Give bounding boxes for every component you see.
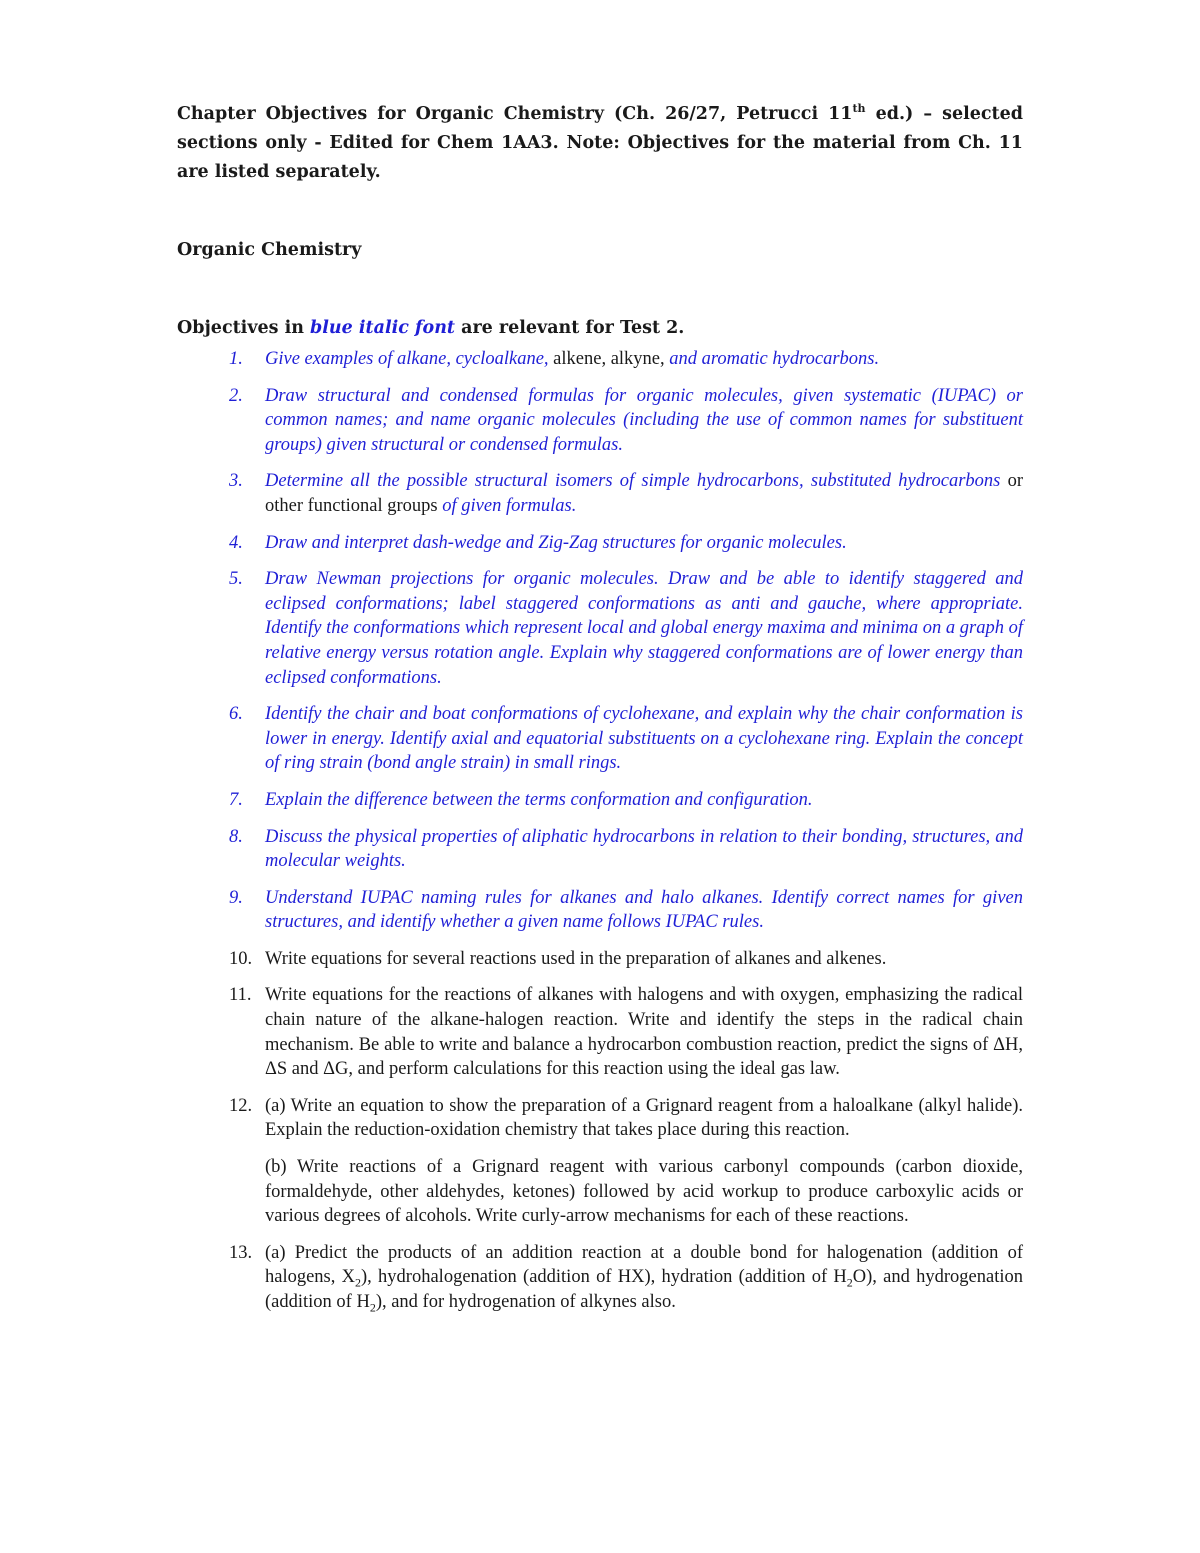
objective-text-segment: or other functional groups xyxy=(265,471,1023,516)
objective-item xyxy=(177,1241,1023,1315)
objective-text xyxy=(265,386,1023,455)
legend-prefix: Objectives in xyxy=(177,318,311,338)
subscript: 2 xyxy=(355,1276,362,1291)
objective-text xyxy=(265,985,1023,1079)
section-heading: Organic Chemistry xyxy=(177,240,362,260)
objective-item xyxy=(177,825,1023,874)
objective-text-segment: Identify the chair and boat conformations of cyclohexane, and explain why the chair conformation is lower in energy. Identify axial and equatorial substituents on a cyclohexane ring. Explain the concept of ring strain (bond angle strain) in small rings. xyxy=(265,704,1023,774)
objective-text xyxy=(265,888,1023,933)
objective-text-segment: Determine all the possible structural isomers of simple hydrocarbons, substituted hydrocarbons xyxy=(265,471,1008,492)
objective-text-segment: (a) Predict the products of an addition reaction at a double bond for halogenation (addition of halogens, X xyxy=(265,1242,1023,1288)
objective-item xyxy=(177,702,1023,776)
objective-number: 13. xyxy=(229,1242,253,1263)
objectives-list xyxy=(177,347,1023,1315)
objective-text-segment: Discuss the physical properties of aliphatic hydrocarbons in relation to their bonding, structures, and molecular weights. xyxy=(265,826,1023,872)
title-text-part1: Chapter Objectives for Organic Chemistry (Ch. 26/27, Petrucci 11 xyxy=(177,104,853,124)
objective-number: 12. xyxy=(229,1095,253,1116)
subscript: 2 xyxy=(846,1276,853,1291)
objective-text xyxy=(265,704,1023,773)
objective-number: 8. xyxy=(229,826,243,847)
legend-highlight: blue italic font xyxy=(310,318,456,338)
subscript: 2 xyxy=(369,1300,376,1315)
title-text-part2: ed.) – selected sections only - Edited for Chem 1AA3. Note: Objectives for the material from Ch. 11 are listed separately. xyxy=(177,104,1023,182)
objective-item xyxy=(177,531,1023,556)
objective-text-segment: Write equations for the reactions of alkanes with halogens and with oxygen, emphasizing the radical chain nature of the alkane-halogen reaction. Write and identify the steps in the radical chain mechanism. Be able to write and balance a hydrocarbon combustion reaction, predict the signs of ΔH, ΔS and ΔG, and perform calculations for this reaction using the ideal gas law. xyxy=(265,985,1023,1080)
objective-item xyxy=(177,469,1023,518)
objective-number: 2. xyxy=(229,385,243,406)
objective-text-segment: Draw structural and condensed formulas for organic molecules, given systematic (IUPAC) or common names; and name organic molecules (including the use of common names for substituent groups) given structural or condensed formulas. xyxy=(265,385,1023,455)
objective-number: 11. xyxy=(229,985,252,1006)
objective-item xyxy=(177,1094,1023,1229)
objective-text xyxy=(265,790,813,810)
objective-number: 4. xyxy=(229,532,243,553)
objective-text-segment: Draw Newman projections for organic molecules. Draw and be able to identify staggered and eclipsed conformations; label staggered conformations as anti and gauche, where appropriate. Identify the conformations which represent local and global energy maxima and minima on a graph of relative energy versus rotation angle. Explain why staggered conformations are of lower energy than eclipsed conformations. xyxy=(265,569,1023,688)
objective-number: 5. xyxy=(229,569,243,590)
objective-number: 3. xyxy=(229,471,243,492)
color-legend xyxy=(177,314,1023,343)
objective-item xyxy=(177,347,1023,372)
objective-number: 10. xyxy=(229,948,253,969)
objective-item xyxy=(177,886,1023,935)
document-content xyxy=(177,100,1023,1327)
objective-text-segment: Draw and interpret dash-wedge and Zig-Zag structures for organic molecules. xyxy=(265,532,847,553)
objective-text-segment: Explain the difference between the terms conformation and configuration. xyxy=(265,789,813,810)
objective-text-segment: O), and hydrogenation (addition of H xyxy=(265,1267,1024,1312)
objective-item xyxy=(177,788,1023,813)
objective-item xyxy=(177,567,1023,690)
objective-text-segment: ), hydrohalogenation (addition of HX), hydration (addition of H xyxy=(361,1267,847,1288)
objective-text-segment: alkene, alkyne, xyxy=(553,349,670,369)
objective-text xyxy=(265,569,1023,687)
objective-text xyxy=(265,471,1023,516)
objective-number: 9. xyxy=(229,887,243,908)
objective-paragraph: (b) Write reactions of a Grignard reagent with various carbonyl compounds (carbon dioxide, formaldehyde, other aldehydes, ketones) followed by acid workup to produce carboxylic acids or various degrees of alcohols. Write curly-arrow mechanisms for each of these reactions. xyxy=(265,1157,1023,1227)
objective-text xyxy=(265,349,879,369)
objective-item xyxy=(177,983,1023,1081)
objective-number: 1. xyxy=(229,349,243,369)
objective-text xyxy=(265,1242,1024,1315)
objective-text xyxy=(265,949,886,969)
objective-number: 6. xyxy=(229,704,243,725)
objective-text-segment: Give examples of alkane, cycloalkane, xyxy=(265,349,554,369)
objective-item xyxy=(177,947,1023,972)
legend-suffix: are relevant for Test 2. xyxy=(455,318,685,338)
objective-text-segment: and aromatic hydrocarbons. xyxy=(669,349,880,369)
objective-paragraph: (a) Write an equation to show the preparation of a Grignard reagent from a haloalkane (alkyl halide). Explain the reduction-oxidation chemistry that takes place during this reaction. xyxy=(265,1095,1023,1141)
objective-text xyxy=(265,827,1023,872)
objective-text-segment: Write equations for several reactions used in the preparation of alkanes and alkenes. xyxy=(265,948,887,969)
objective-text-segment: of given formulas. xyxy=(442,495,577,516)
objective-text-segment: ), and for hydrogenation of alkynes also. xyxy=(375,1292,676,1312)
objective-item xyxy=(177,384,1023,458)
objective-text xyxy=(265,533,847,553)
objective-number: 7. xyxy=(229,789,243,810)
objective-text xyxy=(265,1094,1023,1229)
objective-text-segment: Understand IUPAC naming rules for alkanes and halo alkanes. Identify correct names for given structures, and identify whether a given name follows IUPAC rules. xyxy=(265,887,1023,933)
title-superscript: th xyxy=(852,102,866,116)
document-title xyxy=(177,100,1023,187)
